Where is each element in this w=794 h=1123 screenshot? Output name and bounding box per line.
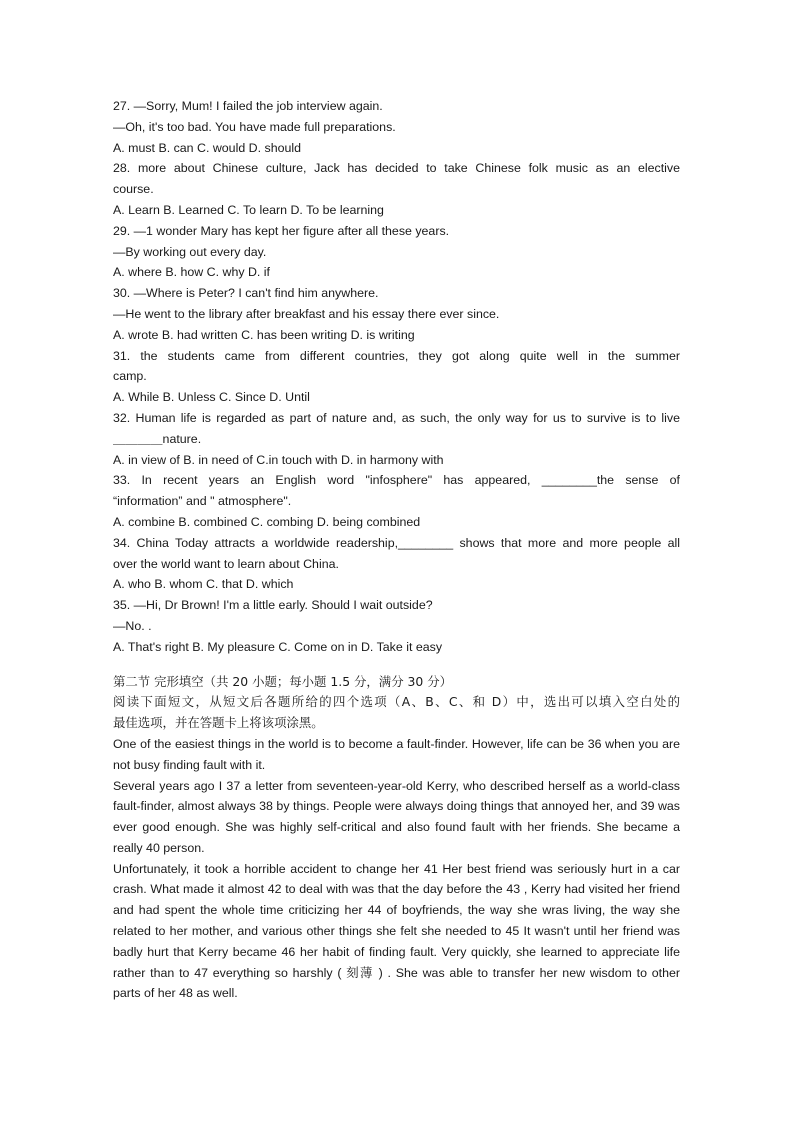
dialogue-line: —By working out every day. [113,244,267,259]
question-stem-cont: “information” and " atmosphere". [113,494,292,509]
passage-paragraph: One of the easiest things in the world is to become a fault-finder. However, life can be 36 when you are not busy finding fault with it. [113,736,680,772]
section-cloze [113,672,680,1005]
question-33 [113,470,680,532]
question-stem: 28. more about Chinese culture, Jack has decided to take Chinese folk music as an elective [113,161,680,176]
question-stem-cont: course. [113,182,154,197]
question-stem: 31. the students came from different countries, they got along quite well in the summer [113,348,680,363]
question-stem: 34. China Today attracts a worldwide readership,________ shows that more and more people all [113,535,680,550]
question-35 [113,595,680,657]
answer-options: A. where B. how C. why D. if [113,265,271,280]
section-instruction-cont: 最佳选项，并在答题卡上将该项涂黑。 [113,715,324,731]
answer-options: A. That's right B. My pleasure C. Come on in D. Take it easy [113,639,443,654]
question-34 [113,533,680,595]
section-spacer [113,658,680,672]
passage-paragraph: Several years ago I 37 a letter from seventeen-year-old Kerry, who described herself as a world-class fault-finder, almost always 38 by things. People were always doing things that annoyed her, and 39 was ever good enough. She was highly self-critical and also found fault with her friends. She became a really 40 person. [113,778,680,855]
question-30 [113,283,680,345]
section-heading: 第二节 完形填空（共 20 小题；每小题 1.5 分，满分 30 分） [113,673,453,689]
question-stem-cont: over the world want to learn about China. [113,556,339,571]
question-27 [113,96,680,158]
question-stem-cont: camp. [113,369,147,384]
question-stem: 32. Human life is regarded as part of nature and, as such, the only way for us to survive is to live [113,410,680,425]
question-31 [113,346,680,408]
dialogue-line: —He went to the library after breakfast and his essay there ever since. [113,306,500,321]
question-stem-cont: ＿＿＿＿nature. [113,431,202,446]
question-stem: 33. In recent years an English word "infosphere" has appeared, ________the sense of [113,473,680,488]
question-stem: 35. —Hi, Dr Brown! I'm a little early. Should I wait outside? [113,598,433,613]
answer-options: A. who B. whom C. that D. which [113,577,294,592]
question-stem: 30. —Where is Peter? I can't find him anywhere. [113,286,379,301]
answer-options: A. combine B. combined C. combing D. being combined [113,514,421,529]
answer-options: A. in view of B. in need of C.in touch with D. in harmony with [113,452,444,467]
answer-options: A. While B. Unless C. Since D. Until [113,390,310,405]
section-instruction: 阅读下面短文，从短文后各题所给的四个选项（A、B、C、和 D）中，选出可以填入空白处的 [113,694,680,710]
question-28 [113,158,680,220]
answer-options: A. wrote B. had written C. has been writing D. is writing [113,327,415,342]
answer-options: A. must B. can C. would D. should [113,140,302,155]
question-stem: 29. —1 wonder Mary has kept her figure after all these years. [113,223,450,238]
passage-paragraph: Unfortunately, it took a horrible accident to change her 41 Her best friend was seriously hurt in a car crash. What made it almost 42 to deal with was that the day before the 43 , Kerry had visited her friend and had spent the whole time criticizing her 44 of boyfriends, the way she wras living, the way she related to her mother, and various other things she felt she needed to 45 It wasn't until her friend was badly hurt that Kerry became 46 her habit of finding fault. Very quickly, she learned to appreciate life rather than to 47 everything so harshly ( 刻薄 ) . She was able to transfer her new wisdom to other parts of her 48 as well. [113,861,680,1001]
exam-page [113,96,680,1004]
question-stem: 27. —Sorry, Mum! I failed the job interview again. [113,99,383,113]
question-29 [113,221,680,283]
question-32 [113,408,680,470]
dialogue-line: —No. . [113,618,152,633]
answer-options: A. Learn B. Learned C. To learn D. To be learning [113,202,384,217]
dialogue-line: —Oh, it's too bad. You have made full preparations. [113,119,396,134]
